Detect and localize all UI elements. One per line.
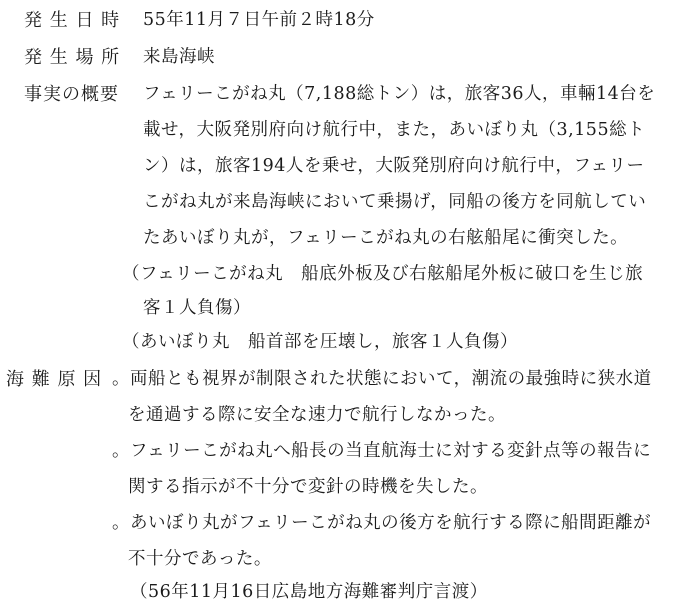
summary-line: たあいぼり丸が，フェリーこがね丸の右舷船尾に衝突した。 — [143, 228, 629, 248]
occurrence-datetime-value: 55年11月７日午前２時18分 — [143, 10, 375, 30]
cause-item: 。両船とも視界が制限された状態において，潮流の最強時に狭水道 — [112, 369, 652, 389]
cause-item: 。あいぼり丸がフェリーこがね丸の後方を航行する際に船間距離が — [112, 513, 652, 533]
summary-line: フェリーこがね丸（7,188総トン）は，旅客36人，車輛14台を — [143, 84, 656, 104]
cause-item: 。フェリーこがね丸へ船長の当直航海士に対する変針点等の報告に — [112, 441, 652, 461]
damage-note-aiborimaru: （あいぼり丸 船首部を圧壊し，旅客１人負傷） — [122, 332, 518, 352]
occurrence-place-value: 来島海峡 — [143, 47, 215, 67]
damage-note-koganemaru: （フェリーこがね丸 船底外板及び右舷船尾外板に破口を生じ旅 — [122, 264, 644, 284]
cause-label: 海 難 原 因 — [6, 369, 103, 390]
cause-item: 関する指示が不十分で変針の時機を失した。 — [128, 477, 488, 497]
cause-item: 不十分であった。 — [128, 549, 272, 569]
cause-item: を通過する際に安全な速力で航行しなかった。 — [128, 405, 506, 425]
summary-line: こがね丸が来島海峡において乗揚げ，同船の後方を同航してい — [143, 192, 647, 212]
occurrence-place-label: 発 生 場 所 — [24, 47, 121, 68]
summary-label: 事実の概要 — [24, 84, 119, 105]
occurrence-datetime-label: 発 生 日 時 — [24, 10, 121, 31]
summary-line: ン）は，旅客194人を乗せ，大阪発別府向け航行中，フェリー — [143, 156, 645, 176]
damage-note-koganemaru: 客１人負傷） — [143, 298, 251, 318]
judgment-note: （56年11月16日広島地方海難審判庁言渡） — [130, 582, 488, 602]
summary-line: 載せ，大阪発別府向け航行中，また，あいぼり丸（3,155総ト — [143, 120, 646, 140]
